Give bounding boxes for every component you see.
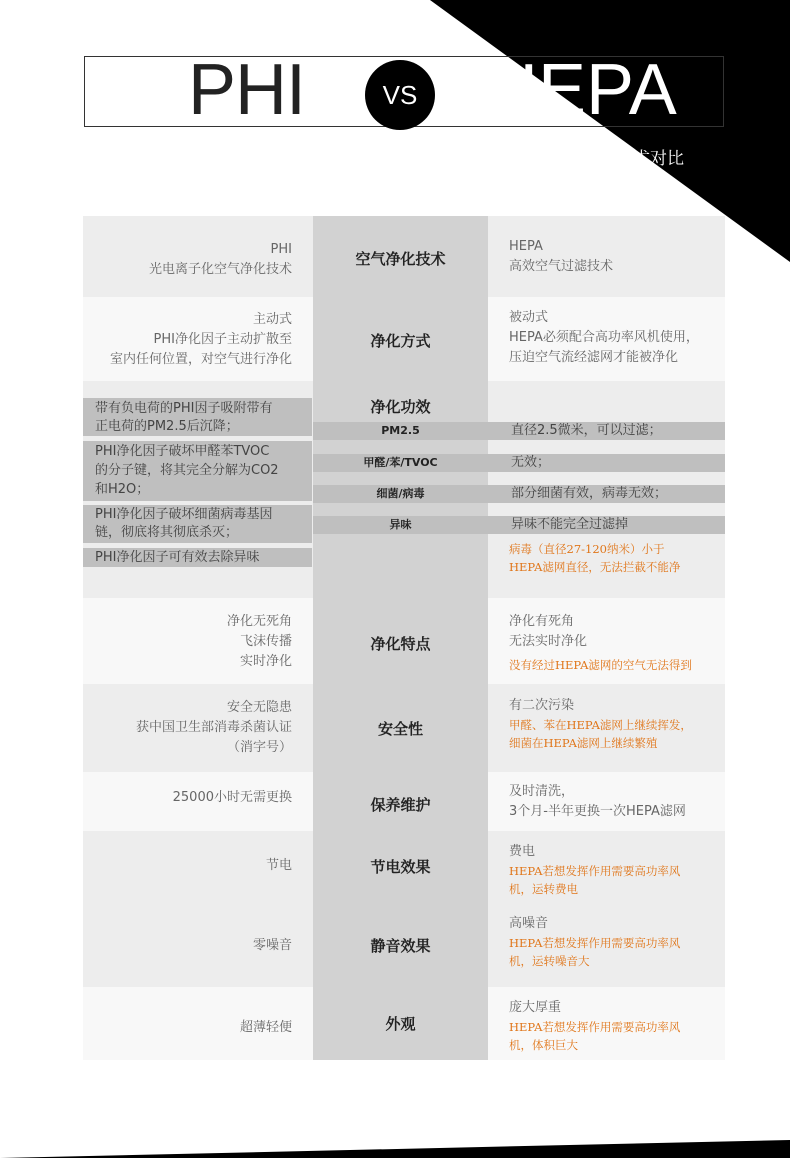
row-title-maintenance: 保养维护: [370, 796, 431, 814]
phi-features-line: 实时净化: [239, 654, 292, 669]
phi-voc-line: 和H2O；: [95, 482, 150, 497]
phi-noise-cell: 零噪音: [252, 938, 292, 953]
phi-tech-cell: [149, 240, 292, 280]
phi-safety-line: 安全无隐患: [226, 700, 292, 715]
row-title-features: 净化特点: [370, 635, 431, 653]
phi-method-cell: [110, 310, 292, 370]
hepa-method-cell: [509, 308, 699, 368]
hepa-tech-cell: [509, 237, 613, 277]
page-subtitle: 技术对比: [616, 149, 684, 169]
phi-method-line: PHI净化因子主动扩散至: [153, 332, 292, 347]
hepa-features-line: 无法实时净化: [509, 634, 588, 649]
vs-label: VS: [382, 80, 418, 110]
hepa-safety-line: 有二次污染: [509, 698, 575, 713]
phi-features-cell: [227, 612, 292, 672]
hepa-safety-note: 甲醛、苯在HEPA滤网上继续挥发，: [509, 718, 692, 732]
hepa-tech-line: 高效空气过滤技术: [509, 259, 614, 274]
phi-bacteria-cell: [95, 506, 272, 542]
row-title-tech: 空气净化技术: [355, 250, 446, 268]
phi-pm25-line: 带有负电荷的PHI因子吸附带有: [95, 401, 273, 416]
hepa-odor-cell: 异味不能完全过滤掉: [511, 517, 629, 532]
efficacy-label-bacteria: 细菌/病毒: [376, 487, 425, 500]
hepa-virus-note-line: 病毒（直径27-120纳米）小于: [509, 542, 665, 556]
phi-features-line: 飞沫传播: [239, 634, 292, 649]
row-title-safety: 安全性: [377, 720, 423, 738]
hepa-noise-line: 高噪音: [509, 916, 549, 931]
hepa-virus-note-line: HEPA滤网直径，无法拦截不能净: [509, 560, 681, 574]
phi-pm25-cell: [95, 400, 272, 436]
hepa-voc-cell: 无效；: [511, 455, 551, 470]
hepa-title: HEPA: [486, 50, 677, 130]
hepa-noise-note: HEPA若想发挥作用需要高功率风: [509, 936, 681, 950]
phi-voc-cell: [95, 442, 279, 499]
hepa-features-note: 没有经过HEPA滤网的空气无法得到: [509, 658, 692, 672]
hepa-method-line: HEPA必须配合高功率风机使用，: [509, 330, 699, 345]
phi-bacteria-line: 链，彻底将其彻底杀灭；: [95, 525, 239, 540]
efficacy-label-odor: 异味: [389, 518, 412, 531]
hepa-appearance-note: 机，体积巨大: [509, 1038, 578, 1052]
hepa-power-note: 机，运转费电: [509, 882, 578, 896]
phi-tech-line: 光电离子化空气净化技术: [148, 262, 292, 277]
hepa-noise-note: 机，运转噪音大: [509, 954, 590, 968]
hepa-maintenance-line: 及时清洗，: [509, 784, 575, 799]
phi-pm25-line: 正电荷的PM2.5后沉降；: [95, 419, 239, 434]
hepa-method-line: 被动式: [509, 310, 549, 325]
hepa-bacteria-cell: 部分细菌有效，病毒无效；: [511, 486, 668, 501]
hepa-tech-line: HEPA: [509, 239, 543, 254]
row-title-noise: 静音效果: [370, 937, 431, 955]
hepa-appearance-cell: [509, 998, 680, 1054]
phi-safety-line: （消字号）: [226, 740, 292, 755]
hepa-power-note: HEPA若想发挥作用需要高功率风: [509, 864, 681, 878]
hepa-features-cell: [509, 612, 692, 674]
phi-safety-line: 获中国卫生部消毒杀菌认证: [135, 720, 292, 735]
hepa-pm25-cell: 直径2.5微米，可以过滤；: [511, 423, 662, 438]
phi-tech-line: PHI: [270, 242, 292, 257]
phi-odor-cell: PHI净化因子可有效去除异味: [95, 550, 260, 565]
hepa-power-line: 费电: [509, 844, 536, 859]
phi-method-line: 室内任何位置，对空气进行净化: [109, 352, 292, 367]
hepa-appearance-line: 庞大厚重: [509, 1000, 562, 1015]
hepa-features-line: 净化有死角: [509, 614, 575, 629]
row-title-method: 净化方式: [370, 332, 431, 350]
phi-power-cell: 节电: [265, 858, 292, 873]
hepa-safety-note: 细菌在HEPA滤网上继续繁殖: [509, 736, 658, 750]
phi-appearance-cell: 超薄轻便: [239, 1020, 292, 1035]
phi-method-line: 主动式: [252, 312, 292, 327]
efficacy-label-pm25: PM2.5: [381, 424, 420, 437]
hepa-virus-note: [509, 540, 680, 576]
phi-maintenance-cell: 25000小时无需更换: [172, 790, 292, 805]
phi-voc-line: PHI净化因子破坏甲醛苯TVOC: [95, 444, 270, 459]
hepa-maintenance-cell: [509, 782, 686, 822]
hepa-power-cell: [509, 842, 680, 898]
phi-voc-line: 的分子键，将其完全分解为CO2: [95, 463, 279, 478]
hepa-noise-cell: [509, 914, 680, 970]
row-title-appearance: 外观: [385, 1015, 416, 1033]
phi-safety-cell: [136, 698, 292, 758]
hepa-method-line: 压迫空气流经滤网才能被净化: [509, 350, 679, 365]
phi-features-line: 净化无死角: [226, 614, 292, 629]
phi-bacteria-line: PHI净化因子破坏细菌病毒基因: [95, 507, 273, 522]
hepa-safety-cell: [509, 696, 692, 752]
row-title-power: 节电效果: [370, 858, 431, 876]
phi-title: PHI: [188, 50, 306, 130]
row-title-efficacy: 净化功效: [370, 398, 431, 416]
efficacy-label-voc: 甲醛/苯/TVOC: [363, 456, 438, 469]
hepa-maintenance-line: 3个月-半年更换一次HEPA滤网: [509, 804, 686, 819]
hepa-appearance-note: HEPA若想发挥作用需要高功率风: [509, 1020, 681, 1034]
